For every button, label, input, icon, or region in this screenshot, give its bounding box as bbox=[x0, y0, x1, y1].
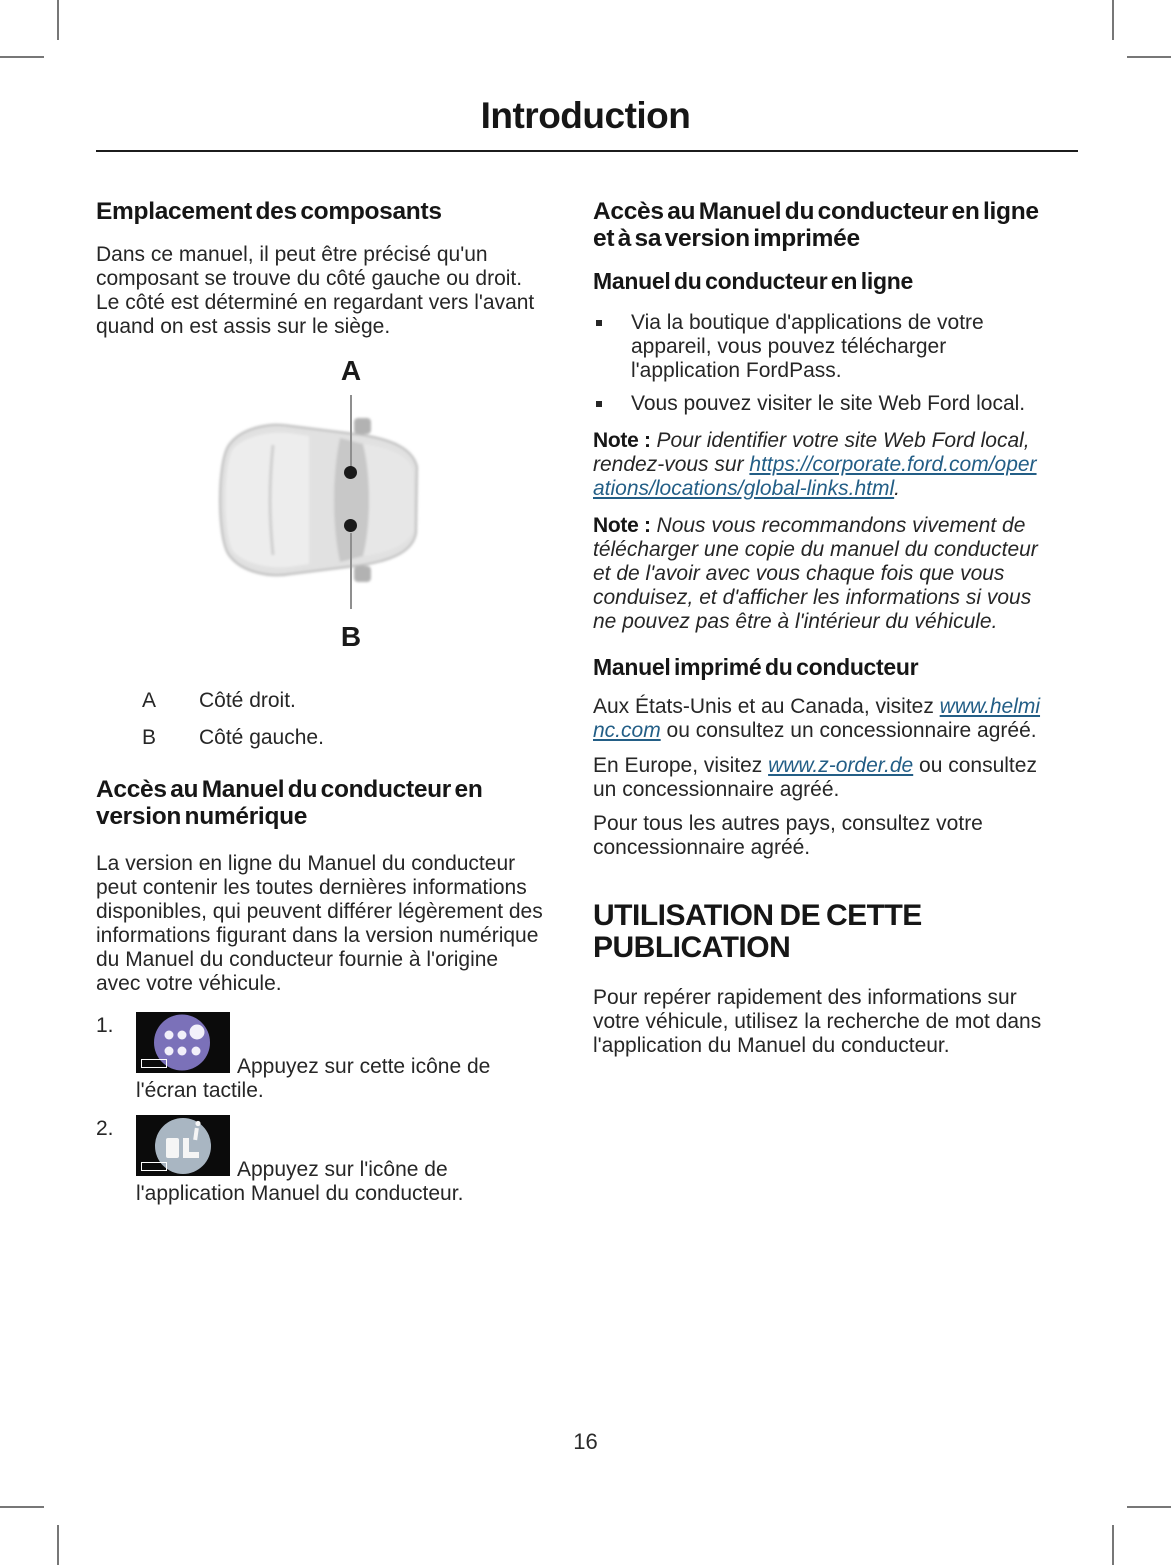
car-figure bbox=[96, 355, 546, 655]
owner-manual-app-icon bbox=[136, 1115, 230, 1176]
paragraph-autres-pays: Pour tous les autres pays, consultez votre concessionnaire agréé. bbox=[593, 811, 983, 859]
bullet-marker bbox=[596, 320, 602, 326]
note-suffix: . bbox=[894, 476, 900, 500]
icon-chip bbox=[141, 1059, 167, 1068]
paragraph-version-en-ligne: La version en ligne du Manuel du conducteur peut contenir les toutes dernières informations disponibles, qui peuvent différer légèrement des informations figurant dans la version numérique du Manuel du conducteur fournie à l'origine avec votre véhicule. bbox=[96, 851, 543, 995]
note-text: Pour identifier votre site Web Ford local, rendez-vous sur bbox=[593, 428, 1030, 476]
crop-mark bbox=[1112, 0, 1114, 40]
bullet-item bbox=[593, 311, 1043, 383]
step-text: Appuyez sur cette icône de l'écran tactile. bbox=[136, 1054, 491, 1102]
z-order-link[interactable]: www.z-order.de bbox=[768, 753, 914, 777]
figure-legend bbox=[96, 689, 546, 750]
legend-row-b bbox=[96, 726, 546, 750]
apps-grid-icon bbox=[136, 1012, 230, 1073]
crop-mark bbox=[0, 1506, 44, 1508]
bullet-list bbox=[593, 311, 1043, 416]
crop-mark bbox=[1127, 56, 1171, 58]
crop-mark bbox=[0, 56, 44, 58]
legend-text: Côté gauche. bbox=[199, 725, 324, 749]
bullet-item bbox=[593, 392, 1043, 416]
paragraph-text: Aux États-Unis et au Canada, visitez bbox=[593, 694, 940, 718]
chapter-title: Introduction bbox=[480, 95, 691, 136]
paragraph-europe bbox=[593, 754, 1043, 802]
crop-mark bbox=[1112, 1525, 1114, 1565]
callout-line-a bbox=[350, 395, 352, 467]
crop-mark bbox=[1127, 1506, 1171, 1508]
callout-dot-b bbox=[344, 519, 357, 532]
step-body bbox=[136, 1012, 546, 1103]
page-number: 16 bbox=[573, 1429, 598, 1454]
helminc-link[interactable]: www.helminc.com bbox=[593, 694, 1041, 742]
section-heading-emplacement: Emplacement des composants bbox=[96, 197, 442, 225]
paragraph-us-canada bbox=[593, 695, 1043, 743]
step-body bbox=[136, 1115, 546, 1206]
note-site-web bbox=[593, 429, 1043, 501]
icon-chip bbox=[141, 1162, 167, 1171]
legend-row-a bbox=[96, 689, 546, 713]
callout-label-b: B bbox=[340, 620, 362, 652]
subheading-manuel-en-ligne: Manuel du conducteur en ligne bbox=[593, 267, 913, 294]
legend-text: Côté droit. bbox=[199, 688, 296, 712]
note-label: Note : bbox=[593, 513, 651, 537]
step-number: 1. bbox=[96, 1013, 114, 1037]
bullet-text: Via la boutique d'applications de votre appareil, vous pouvez télécharger l'application FordPass. bbox=[631, 310, 984, 382]
paragraph-text: En Europe, visitez bbox=[593, 753, 769, 777]
two-column-layout bbox=[96, 198, 1171, 1206]
crop-mark bbox=[57, 0, 59, 40]
step-text: Appuyez sur l'icône de l'application Manuel du conducteur. bbox=[136, 1157, 464, 1205]
note-text: Nous vous recommandons vivement de télécharger une copie du manuel du conducteur et de l'avoir avec vous chaque fois que vous conduisez, et d'afficher les informations si vous ne pouvez pas être à l'intérieur du véhicule. bbox=[593, 513, 1038, 633]
callout-line-b bbox=[350, 533, 352, 609]
legend-key: A bbox=[142, 688, 157, 712]
bullet-text: Vous pouvez visiter le site Web Ford local. bbox=[631, 391, 1026, 415]
car-top-view-image bbox=[213, 415, 423, 585]
legend-key: B bbox=[142, 725, 157, 749]
callout-dot-a bbox=[344, 466, 357, 479]
step-number: 2. bbox=[96, 1116, 114, 1140]
section-heading-acces-ligne: Accès au Manuel du conducteur en ligne et à sa version imprimée bbox=[593, 197, 1039, 252]
bullet-marker bbox=[596, 401, 602, 407]
step-2 bbox=[96, 1115, 546, 1206]
crop-mark bbox=[57, 1525, 59, 1565]
section-heading-acces-numerique: Accès au Manuel du conducteur en version numérique bbox=[96, 775, 483, 830]
ford-locations-link[interactable]: https://corporate.ford.com/operations/locations/global-links.html bbox=[593, 452, 1037, 500]
note-recommandation bbox=[593, 514, 1043, 634]
section-heading-utilisation: UTILISATION DE CETTE PUBLICATION bbox=[593, 898, 922, 964]
right-column bbox=[593, 198, 1043, 1206]
paragraph-emplacement: Dans ce manuel, il peut être précisé qu'un composant se trouve du côté gauche ou droit. Le côté est déterminé en regardant vers l'avant quand on est assis sur le siège. bbox=[96, 242, 535, 338]
callout-label-a: A bbox=[340, 354, 362, 386]
title-rule bbox=[96, 150, 1078, 152]
paragraph-text: ou consultez un concessionnaire agréé. bbox=[660, 718, 1037, 742]
step-1 bbox=[96, 1012, 546, 1103]
paragraph-utilisation: Pour repérer rapidement des informations sur votre véhicule, utilisez la recherche de mot dans l'application du Manuel du conducteur. bbox=[593, 985, 1042, 1057]
subheading-manuel-imprime: Manuel imprimé du conducteur bbox=[593, 653, 919, 680]
left-column bbox=[96, 198, 546, 1206]
paragraph-text: ou consultez un concessionnaire agréé. bbox=[593, 753, 1037, 801]
note-label: Note : bbox=[593, 428, 651, 452]
steps-list bbox=[96, 1012, 546, 1206]
